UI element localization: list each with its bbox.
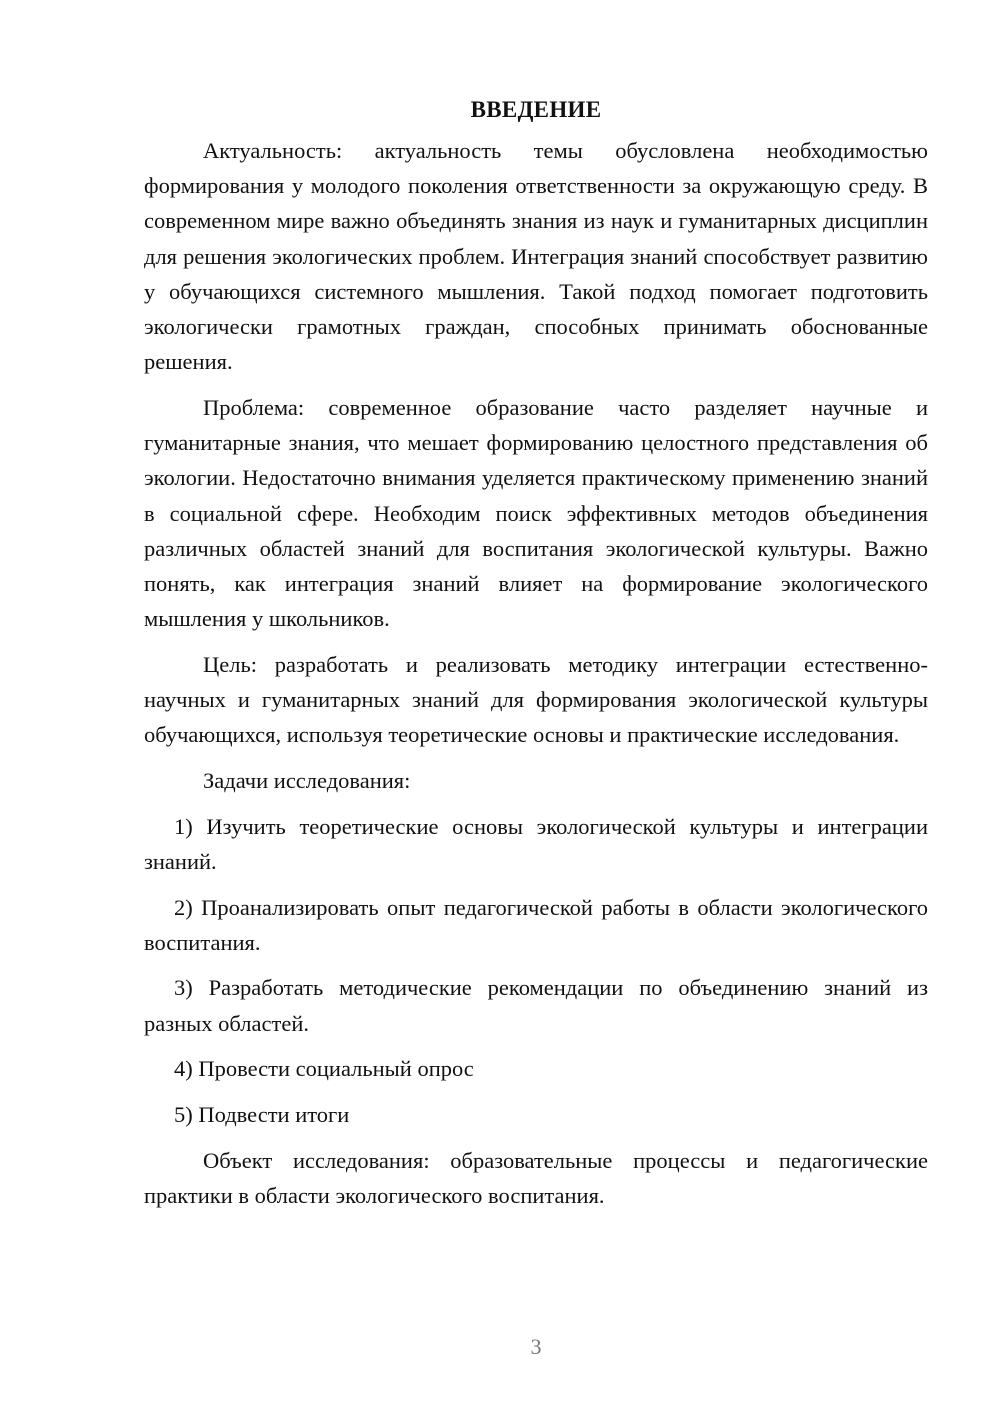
task-item: 2) Проанализировать опыт педагогической работы в области экологического воспитания.: [144, 894, 928, 955]
task-item: 5) Подвести итоги: [174, 1102, 350, 1128]
relevance-paragraph: Актуальность: актуальность темы обусловлена необходимостью формирования у молодого поколения ответственности за окружающую среду. В современном мире важно объединять знания из наук и гуманитарных дисциплин для решения экологических проблем. Интеграция знаний способствует развитию у обучающихся системного мышления. Такой подход помогает подготовить экологически грамотных граждан, способных принимать обоснованные решения.: [144, 138, 928, 375]
page-content: [144, 92, 928, 1224]
page-number: 3: [530, 1334, 542, 1359]
section-title: ВВЕДЕНИЕ: [470, 97, 602, 122]
tasks-heading: Задачи исследования:: [203, 767, 411, 793]
problem-paragraph: Проблема: современное образование часто разделяет научные и гуманитарные знания, что мешает формированию целостного представления об экологии. Недостаточно внимания уделяется практическому применению знаний в социальной сфере. Необходим поиск эффективных методов объединения различных областей знаний для воспитания экологической культуры. Важно понять, как интеграция знаний влияет на формирование экологического мышления у школьников.: [144, 394, 928, 632]
task-item: 4) Провести социальный опрос: [174, 1056, 474, 1082]
object-paragraph: Объект исследования: образовательные процессы и педагогические практики в области экологического воспитания.: [144, 1147, 928, 1208]
task-item: 1) Изучить теоретические основы экологической культуры и интеграции знаний.: [144, 813, 928, 874]
goal-paragraph: Цель: разработать и реализовать методику интеграции естественно-научных и гуманитарных знаний для формирования экологической культуры обучающихся, используя теоретические основы и практические исследования.: [144, 651, 928, 748]
task-item: 3) Разработать методические рекомендации по объединению знаний из разных областей.: [144, 975, 928, 1036]
